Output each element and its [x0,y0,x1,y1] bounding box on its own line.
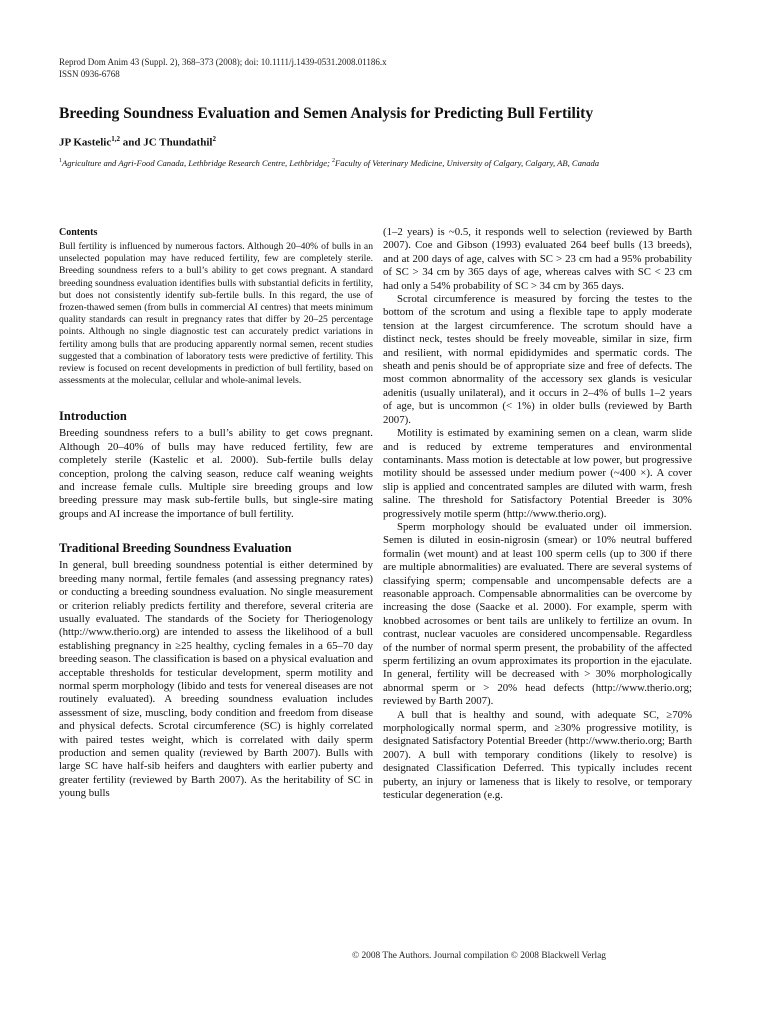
citation-line: Reprod Dom Anim 43 (Suppl. 2), 368–373 (2008); doi: 10.1111/j.1439-0531.2008.01186.x [59,57,387,67]
body-paragraph: Motility is estimated by examining semen on a clean, warm slide and is reduced by extreme temperatures and environmental contaminants. Mass motion is detectable at low power, but progressive motility should be assessed under medium power (~400 ×). A cover slip is applied and concentrated samples are diluted with warm, fresh saline. The threshold for Satisfactory Potential Breeder is 30% progressively motile sperm (http://www.therio.org). [383,427,692,520]
introduction-heading: Introduction [59,409,127,424]
copyright-footer: © 2008 The Authors. Journal compilation © 2008 Blackwell Verlag [352,951,606,961]
author-affiliation-marker: 2 [212,135,216,143]
affiliation-text: Faculty of Veterinary Medicine, University of Calgary, Calgary, AB, Canada [335,157,600,168]
issn-line: ISSN 0936-6768 [59,69,120,79]
journal-reference [59,56,387,80]
author-name: JP Kastelic [59,136,112,149]
traditional-bse-paragraph: In general, bull breeding soundness potential is either determined by breeding many normal, fertile females (and assessing pregnancy rates) or conducting a breeding soundness evaluation. No single measurement or criterion reliably predicts fertility and therefore, several criteria are usually evaluated. The standards of the Society for Theriogenology (http://www.therio.org) are intended to assess the likelihood of a bull establishing pregnancy in ≥25 healthy, cycling females in a 65–70 day breeding season. The classification is based on a physical evaluation and acceptable thresholds for testicular development, sperm motility and normal sperm morphology (libido and tests for venereal diseases are not routinely evaluated). A breeding soundness evaluation includes assessment of size, muscling, body condition and freedom from disease and physical defects. Scrotal circumference (SC) is highly correlated with paired testes weight, which is correlated with daily sperm production and semen quality (reviewed by Barth 2007). Bulls with large SC have half-sib heifers and daughters with earlier puberty and greater fertility (reviewed by Barth 2007). As the heritability of SC in young bulls [59,559,373,800]
author-affiliation-marker: 1,2 [111,135,120,143]
left-column [59,226,373,801]
article-title: Breeding Soundness Evaluation and Semen Analysis for Predicting Bull Fertility [59,105,594,122]
affiliation-marker: 2 [332,158,336,164]
abstract-text: Bull fertility is influenced by numerous factors. Although 20–40% of bulls in an unselected population may have reduced fertility, few are completely sterile. Breeding soundness refers to a bull’s ability to get cows pregnant. A standard breeding soundness evaluation identifies bulls with substantial deficits in fertility, but does not consistently identify sub-fertile bulls. In this regard, the use of frozen-thawed semen (from bulls in commercial AI centres) that meets minimum quality standards can result in pregnancy rates that differ by 20–25 percentage points. Although no single diagnostic test can accurately predict variations in fertility among bulls that are producing apparently normal semen, recent studies suggested that a combination of laboratory tests were predictive of fertility. This review is focused on recent developments in prediction of bull fertility, based on assessments at the molecular, cellular and whole-animal levels. [59,241,373,387]
author-name: JC Thundathil [143,136,213,149]
body-paragraph: Scrotal circumference is measured by forcing the testes to the bottom of the scrotum and using a flexible tape to apply moderate tension at the largest circumference. The scrotum should have a distinct neck, testes should be freely moveable, similar in size, firm and resilient, with normal epididymides and spermatic cords. The sheath and penis should be of appropriate size and free of defects. The most common abnormality of the accessory sex glands is vesicular adenitis (usually unilateral), and it occurs in 2–4% of bulls 1–2 years of age, but is uncommon (< 1%) in older bulls (reviewed by Barth 2007). [383,293,692,426]
traditional-bse-heading: Traditional Breeding Soundness Evaluation [59,541,292,556]
body-paragraph: (1–2 years) is ~0.5, it responds well to selection (reviewed by Barth 2007). Coe and Gibson (1993) evaluated 264 beef bulls (13 breeds), and at 200 days of age, calves with SC > 23 cm had a 95% probability of SC > 34 cm by 365 days of age, whereas calves with SC < 23 cm had only a 54% probability of SC > 34 cm by 365 days. [383,226,692,292]
contents-heading: Contents [59,227,98,238]
right-column [383,226,692,802]
body-paragraph: Sperm morphology should be evaluated under oil immersion. Semen is diluted in eosin-nigrosin (smear) or 10% neutral buffered formalin (wet mount) and at least 100 sperm cells (up to 300 if there are multiple abnormalities) are evaluated. There are several systems of classifying sperm; compensable and uncompensable defects are a reasonable approach. Compensable abnormalities can be overcome by increasing the dose (Saacke et al. 2000). For example, sperm with knobbed acrosomes or bent tails are unlikely to fertilize an ovum. In contrast, nuclear vacuoles are considered uncompensable. Regardless of the number of normal sperm present, the probability of the affected sperm fertilizing an ovum approximates its proportion in the ejaculate. In general, fertility will be decreased with > 30% morphologically abnormal sperm or > 20% head defects (http://www.therio.org; reviewed by Barth 2007). [383,520,692,708]
affiliation-text: Agriculture and Agri-Food Canada, Lethbridge Research Centre, Lethbridge; [62,157,333,168]
body-paragraph: A bull that is healthy and sound, with adequate SC, ≥70% morphologically normal sperm, and ≥30% progressive motility, is designated Satisfactory Potential Breeder (http://www.therio.org; Barth 2007). A bull with temporary conditions (likely to resolve) is designated Classification Deferred. This typically includes recent puberty, an injury or lameness that is likely to resolve, or temporary testicular degeneration (e.g. [383,708,692,802]
author-line [59,135,216,149]
affiliation-marker: 1 [59,158,62,164]
author-joiner: and [120,136,144,149]
affiliations [59,156,699,169]
introduction-paragraph: Breeding soundness refers to a bull’s ability to get cows pregnant. Although 20–40% of bulls may have reduced fertility, few are completely sterile (Kastelic et al. 2000). Sub-fertile bulls delay conception, prolong the calving season, reduce calf weaning weights and increase female culls. Multiple sire breeding groups and low breeding pressure may mask sub-fertile bulls, but single-sire mating groups and AI increase the importance of bull fertility. [59,427,373,520]
